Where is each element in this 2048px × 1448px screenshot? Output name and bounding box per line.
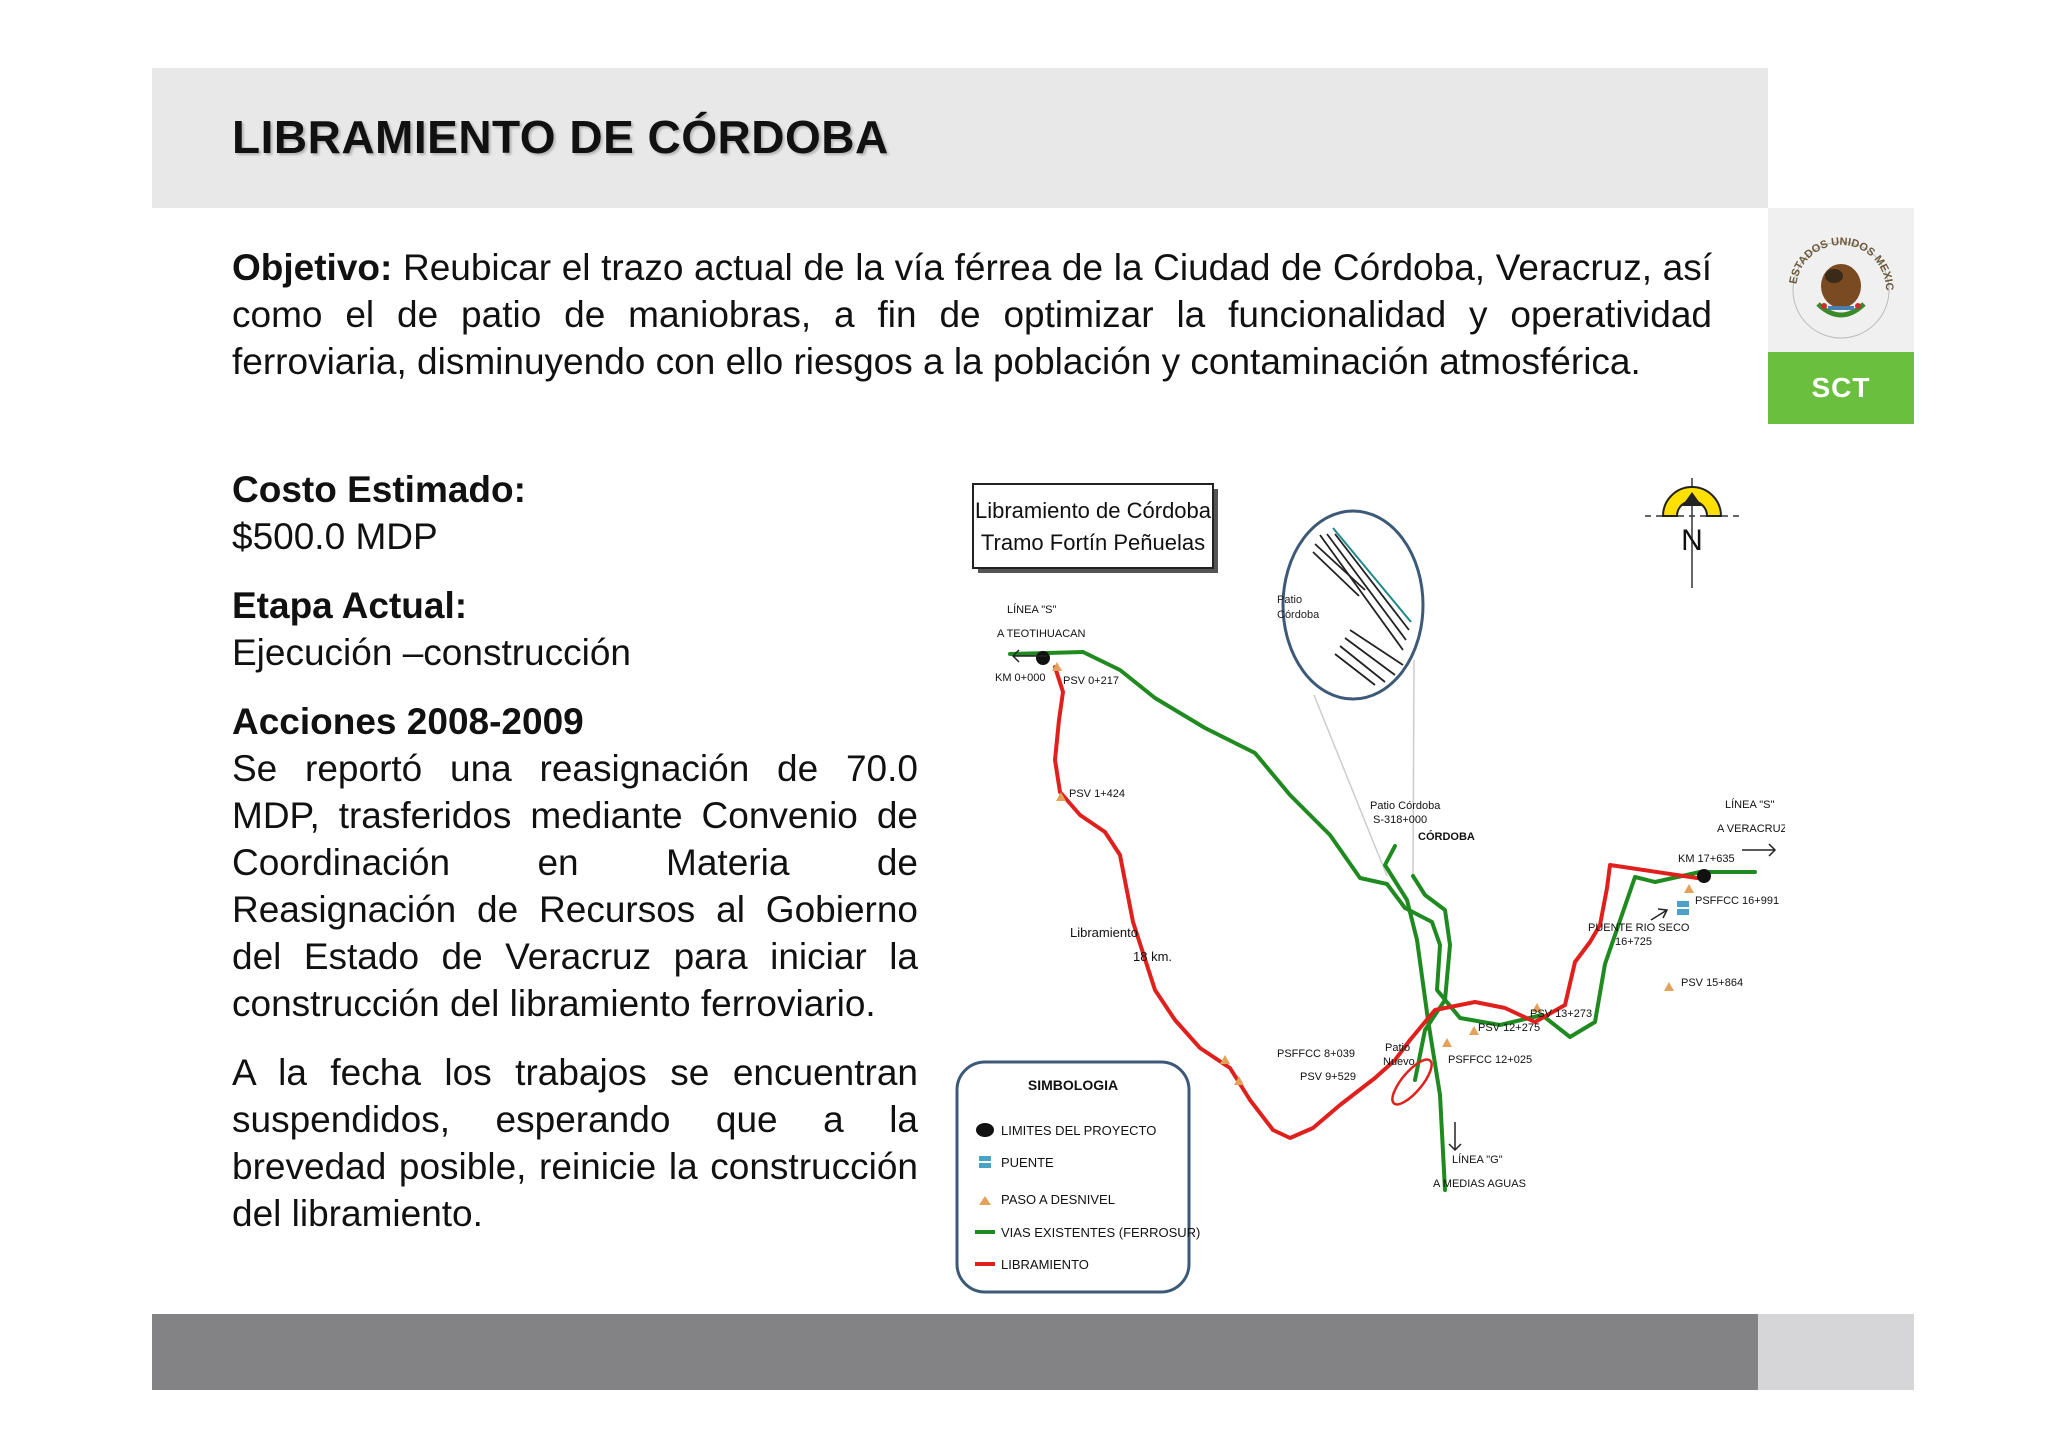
map-legend [957, 1062, 1200, 1292]
patio-cordoba-inset [1283, 511, 1423, 699]
label-psffcc16991: PSFFCC 16+991 [1695, 895, 1780, 907]
label-km17635: KM 17+635 [1678, 853, 1735, 865]
footer-bar-end [1758, 1314, 1914, 1390]
label-linea-s-west: LÍNEA "S" [1007, 604, 1057, 616]
page-title: LIBRAMIENTO DE CÓRDOBA [232, 111, 889, 163]
label-libramiento: Libramiento [1070, 925, 1138, 940]
legend-item-existing: VIAS EXISTENTES (FERROSUR) [1001, 1225, 1201, 1240]
emblem-text: ESTADOS UNIDOS MEXIC [1787, 235, 1896, 292]
legend-title: SIMBOLOGIA [1027, 1077, 1119, 1093]
objective-paragraph [232, 244, 1712, 385]
emblem-panel [1768, 208, 1914, 352]
label-teotihuacan: A TEOTIHUACAN [997, 628, 1086, 640]
project-limit-east [1697, 869, 1711, 883]
map-title-line2: Tramo Fortín Peñuelas [980, 530, 1206, 555]
label-patio-nuevo-1: Patio [1385, 1042, 1411, 1054]
label-s318: S-318+000 [1373, 814, 1428, 826]
bridge-marker [1677, 901, 1689, 915]
legend-limit-icon [976, 1123, 994, 1137]
label-patio-nuevo-2: Nuevo [1383, 1056, 1415, 1068]
label-patio-cordoba: Patio Córdoba [1370, 800, 1441, 812]
label-linea-g: LÍNEA "G" [1452, 1154, 1503, 1166]
label-psffcc8039: PSFFCC 8+039 [1277, 1048, 1355, 1060]
stage-label: Etapa Actual: [232, 585, 468, 626]
legend-item-limits: LIMITES DEL PROYECTO [1001, 1123, 1157, 1138]
sct-logo: SCT [1768, 352, 1914, 424]
project-limit-west [1036, 651, 1050, 665]
national-emblem-icon [1768, 208, 1914, 352]
objective-text: Reubicar el trazo actual de la vía férrea de la Ciudad de Córdoba, Veracruz, así como el de patio de maniobras, a fin de optimizar la funcionalidad y operatividad ferroviaria, disminuyendo con ello riesgos a la población y contaminación atmosférica. [232, 247, 1712, 382]
actions-text-1: Se reportó una reasignación de 70.0 MDP, trasferidos mediante Convenio de Coordinación en Materia de Reasignación de Recursos al Gobierno del Estado de Veracruz para iniciar la construcción del libramiento ferroviario. [232, 748, 918, 1024]
label-psffcc12025: PSFFCC 12+025 [1448, 1054, 1533, 1066]
label-18km: 18 km. [1133, 949, 1173, 964]
actions-label: Acciones 2008-2009 [232, 701, 584, 742]
cost-value: $500.0 MDP [232, 516, 438, 557]
objective-label: Objetivo: [232, 247, 393, 288]
actions-text-2: A la fecha los trabajos se encuentran suspendidos, esperando que a la brevedad posible, reinicie la construcción del libramiento. [232, 1052, 918, 1234]
label-psv15864: PSV 15+864 [1681, 977, 1744, 989]
project-details [232, 466, 918, 1237]
cost-label: Costo Estimado: [232, 469, 526, 510]
legend-bridge-icon [979, 1156, 991, 1161]
inset-label-2: Córdoba [1277, 609, 1320, 621]
label-puente-1: PUENTE RIO SECO [1588, 922, 1690, 934]
label-km0: KM 0+000 [995, 672, 1046, 684]
footer-bar [152, 1314, 1758, 1390]
label-puente-2: 16+725 [1615, 936, 1653, 948]
inset-label-1: Patio [1277, 594, 1303, 606]
overpass-markers [1052, 662, 1694, 1085]
legend-item-bypass: LIBRAMIENTO [1001, 1257, 1089, 1272]
map-title-box [973, 484, 1213, 568]
label-psv12275: PSV 12+275 [1478, 1022, 1541, 1034]
route-map-svg [955, 470, 1785, 1300]
legend-item-bridge: PUENTE [1001, 1155, 1054, 1170]
label-cordoba: CÓRDOBA [1418, 831, 1475, 843]
label-medias-aguas: A MEDIAS AGUAS [1433, 1178, 1526, 1190]
north-arrow [1645, 478, 1739, 588]
label-psv0217: PSV 0+217 [1063, 675, 1119, 687]
legend-item-overpass: PASO A DESNIVEL [1001, 1192, 1115, 1207]
map-title-line1: Libramiento de Córdoba [974, 498, 1212, 523]
route-map [955, 470, 1785, 1300]
label-veracruz: A VERACRUZ [1717, 823, 1785, 835]
stage-value: Ejecución –construcción [232, 632, 631, 673]
label-psv1424: PSV 1+424 [1069, 788, 1125, 800]
north-label: N [1681, 524, 1703, 557]
label-linea-s-east: LÍNEA "S" [1725, 799, 1775, 811]
label-psv9529: PSV 9+529 [1300, 1071, 1356, 1083]
label-psv13273: PSV 13+273 [1530, 1008, 1593, 1020]
